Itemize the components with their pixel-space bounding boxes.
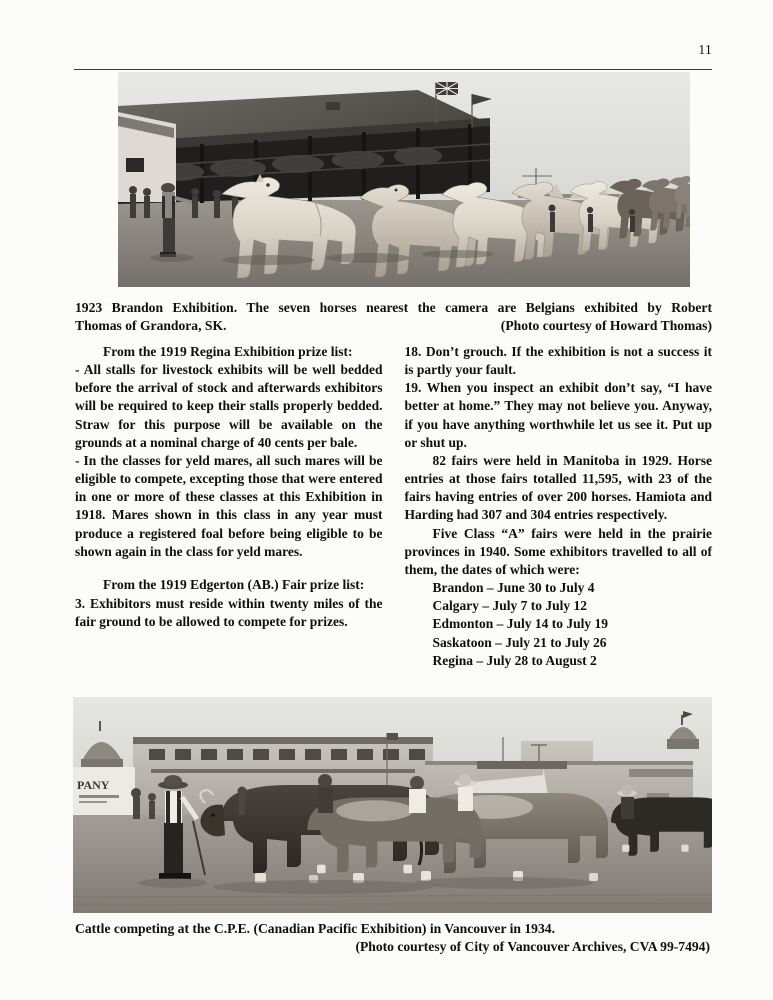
right-paragraph-18: 18. Don’t grouch. If the exhibition is not a success it is partly your fault. — [404, 344, 712, 378]
body-columns — [75, 343, 712, 670]
photo-bottom-caption-line1: Cattle competing at the C.P.E. (Canadian Pacific Exhibition) in Vancouver in 1934. — [75, 921, 555, 936]
right-column — [405, 343, 713, 670]
photo-bottom-caption — [75, 920, 712, 956]
left-paragraph-yeld-mares: - In the classes for yeld mares, all such mares will be eligible to compete, excepting those that were entered in one or more of these classes at this Exhibition in 1918. Mares shown in this class in any year must produce a registered foal before being eligible to be shown again in the class for yeld mares. — [75, 452, 383, 559]
left-heading-regina: From the 1919 Regina Exhibition prize list: — [103, 344, 353, 359]
right-paragraph-manitoba-fairs: 82 fairs were held in Manitoba in 1929. Horse entries at those fairs totalled 11,595, with 23 of the fairs having entries of over 200 horses. Hamiota and Harding had 307 and 304 entries respectively. — [404, 452, 712, 523]
right-paragraph-19: 19. When you inspect an exhibit don’t say, “I have better at home.” They may not believe you. Anyway, if you have anything worthwhile let us see it. Put up or shut up. — [404, 380, 712, 450]
photo-brandon-exhibition-1923 — [118, 72, 690, 287]
left-paragraph-residency: 3. Exhibitors must reside within twenty miles of the fair ground to be allowed to compete for prizes. — [75, 595, 383, 629]
fair-date-item: Saskatoon – July 21 to July 26 — [432, 634, 607, 650]
building-sign-text: PANY — [77, 778, 110, 792]
photo-top-caption — [75, 299, 712, 335]
left-column — [75, 343, 383, 670]
left-heading-edgerton: From the 1919 Edgerton (AB.) Fair prize list: — [103, 577, 365, 593]
photo-cpe-vancouver-1934 — [73, 697, 712, 913]
right-paragraph-class-a-fairs: Five Class “A” fairs were held in the prairie provinces in 1940. Some exhibitors travelled to all of them, the dates of which were: — [404, 525, 712, 577]
photo-top-caption-line1: 1923 Brandon Exhibition. The seven horses nearest the camera are Belgians exhibited by Robert — [75, 300, 712, 315]
header-rule — [74, 69, 712, 70]
photo-bottom-credit: (Photo courtesy of City of Vancouver Archives, CVA 99-7494) — [355, 938, 710, 954]
fair-date-item: Regina – July 28 to August 2 — [432, 652, 597, 668]
left-paragraph-stalls: - All stalls for livestock exhibits will be well bedded before the arrival of stock and afterwards exhibitors will be required to keep their stalls properly bedded. Straw for this purpose will be available on the grounds at a nominal charge of 40 cents per bale. — [75, 362, 383, 450]
fair-dates-list — [405, 579, 713, 670]
fair-date-item: Edmonton – July 14 to July 19 — [432, 616, 609, 632]
photo-top-credit: (Photo courtesy of Howard Thomas) — [500, 317, 712, 333]
fair-date-item: Brandon – June 30 to July 4 — [432, 580, 595, 596]
page-number: 11 — [698, 42, 712, 57]
photo-top-caption-line2: Thomas of Grandora, SK. — [75, 317, 227, 333]
fair-date-item: Calgary – July 7 to July 12 — [432, 598, 588, 614]
